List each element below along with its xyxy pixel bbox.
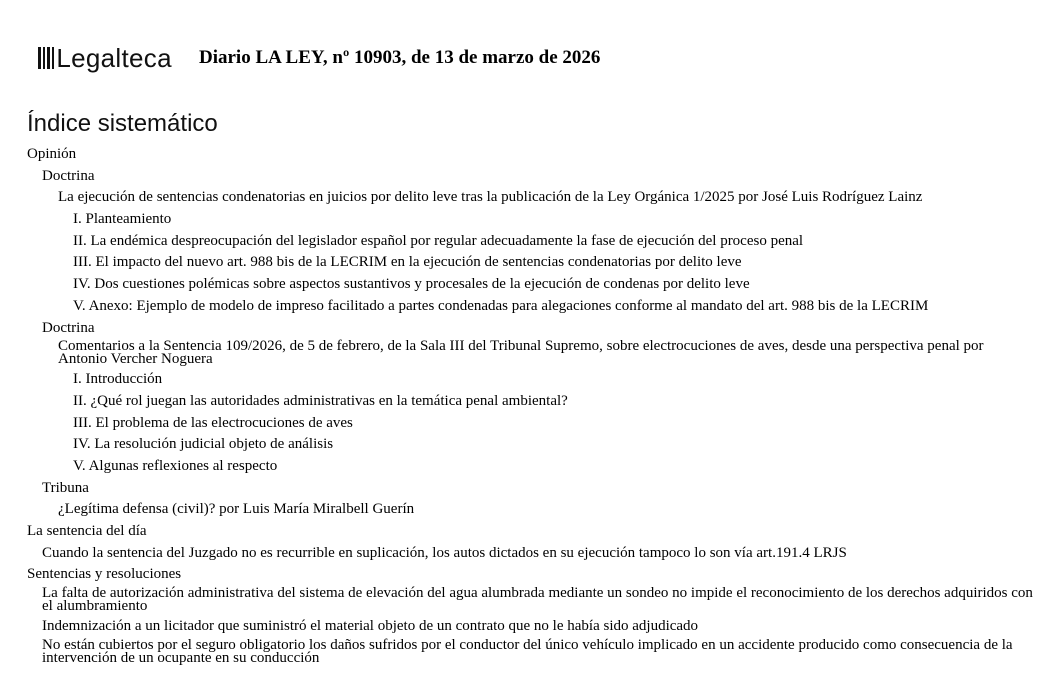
section-heading: La sentencia del día [27, 523, 147, 539]
chapter-link[interactable]: III. El problema de las electrocuciones de aves [73, 414, 353, 431]
chapter-link[interactable]: II. La endémica despreocupación del legislador español por regular adecuadamente la fase de ejecución del proceso penal [73, 232, 804, 249]
subsection-heading: Tribuna [42, 479, 89, 496]
article-link[interactable]: La ejecución de sentencias condenatorias en juicios por delito leve tras la publicación de la Ley Orgánica 1/2025 por José Luis Rodríguez Lainz [58, 189, 923, 206]
chapter-link[interactable]: IV. Dos cuestiones polémicas sobre aspectos sustantivos y procesales de la ejecución de condenas por delito leve [73, 276, 750, 293]
chapter-link[interactable]: II. ¿Qué rol juegan las autoridades administrativas en la temática penal ambiental? [73, 392, 568, 409]
article-link[interactable]: Comentarios a la Sentencia 109/2026, de 5 de febrero, de la Sala III del Tribunal Supremo, sobre electrocuciones de aves, desde una perspectiva penal por Antonio Vercher Noguera [58, 338, 984, 368]
subsection-heading: Doctrina [42, 167, 95, 184]
chapter-link[interactable]: III. El impacto del nuevo art. 988 bis de la LECRIM en la ejecución de sentencias condenatorias por delito leve [73, 254, 742, 271]
issue-title: Diario LA LEY, nº 10903, de 13 de marzo de 2026 [199, 47, 601, 68]
chapter-link[interactable]: I. Introducción [73, 371, 163, 388]
section-heading: Sentencias y resoluciones [27, 566, 182, 583]
article-link[interactable]: ¿Legítima defensa (civil)? por Luis María Miralbell Guerín [58, 501, 415, 518]
legalteca-logo[interactable] [38, 43, 172, 74]
logo-text: Legalteca [56, 42, 172, 73]
index-title: Índice sistemático [27, 110, 218, 137]
article-link[interactable]: No están cubiertos por el seguro obligatorio los daños sufridos por el conductor del único vehículo implicado en un accidente producido como consecuencia de la intervención de un ocupante en su conducción [42, 636, 1013, 666]
header [38, 40, 172, 76]
article-link[interactable]: Cuando la sentencia del Juzgado no es recurrible en suplicación, los autos dictados en su ejecución tampoco lo son vía art.191.4 LRJS [42, 544, 847, 561]
chapter-link[interactable]: I. Planteamiento [73, 211, 172, 228]
chapter-link[interactable]: V. Anexo: Ejemplo de modelo de impreso facilitado a partes condenadas para alegaciones conforme al mandato del art. 988 bis de la LECRIM [73, 297, 929, 314]
article-link[interactable]: La falta de autorización administrativa del sistema de elevación del agua alumbrada mediante un sondeo no impide el reconocimiento de los derechos adquiridos con el alumbramiento [42, 585, 1033, 615]
logo-bars-icon [38, 47, 54, 69]
article-link[interactable]: Indemnización a un licitador que suministró el material objeto de un contrato que no le había sido adjudicado [42, 618, 699, 635]
chapter-link[interactable]: IV. La resolución judicial objeto de análisis [73, 436, 334, 453]
subsection-heading: Doctrina [42, 319, 95, 336]
section-heading: Opinión [27, 146, 77, 162]
chapter-link[interactable]: V. Algunas reflexiones al respecto [73, 457, 278, 474]
systematic-index [0, 144, 1061, 668]
